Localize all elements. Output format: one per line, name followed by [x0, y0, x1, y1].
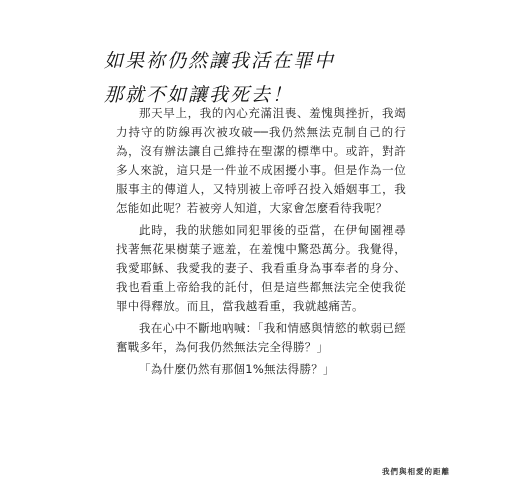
- quote-line: 「為什麼仍然有那個1%無法得勝？」: [139, 362, 335, 376]
- paragraph-3: 我在心中不斷地吶喊：「我和情感與情慾的軟弱已經奮戰多年，為何我仍然無法完全得勝？」: [116, 321, 406, 354]
- paragraph-1: 那天早上，我的內心充滿沮喪、羞愧與挫折，我竭力持守的防線再次被攻破──我仍然無法克制自己的行為，沒有辦法讓自己維持在聖潔的標準中。或許，對許多人來說，這只是一件並不成困擾小事。但是作為一位服事主的傳道人，又特別被上帝呼召投入婚姻事工，我怎能如此呢？若被旁人知道，大家會怎麼看待我呢？: [116, 106, 406, 215]
- heading-line-1: 如果祢仍然讓我活在罪中: [104, 50, 336, 72]
- heading-line-2: 那就不如讓我死去！: [104, 84, 294, 106]
- running-footer: 我們與相愛的距離: [382, 467, 450, 476]
- chapter-heading: [104, 44, 424, 112]
- body-text: [116, 104, 406, 379]
- paragraph-2: 此時，我的狀態如同犯罪後的亞當，在伊甸園裡尋找著無花果樹葉子遮羞，在羞愧中驚恐萬分。我覺得，我愛耶穌、我愛我的妻子、我看重身為事奉者的身分、我也看重上帝給我的託付，但是這些都無法完全使我從罪中得釋放。而且，當我越看重，我就越痛苦。: [116, 223, 406, 313]
